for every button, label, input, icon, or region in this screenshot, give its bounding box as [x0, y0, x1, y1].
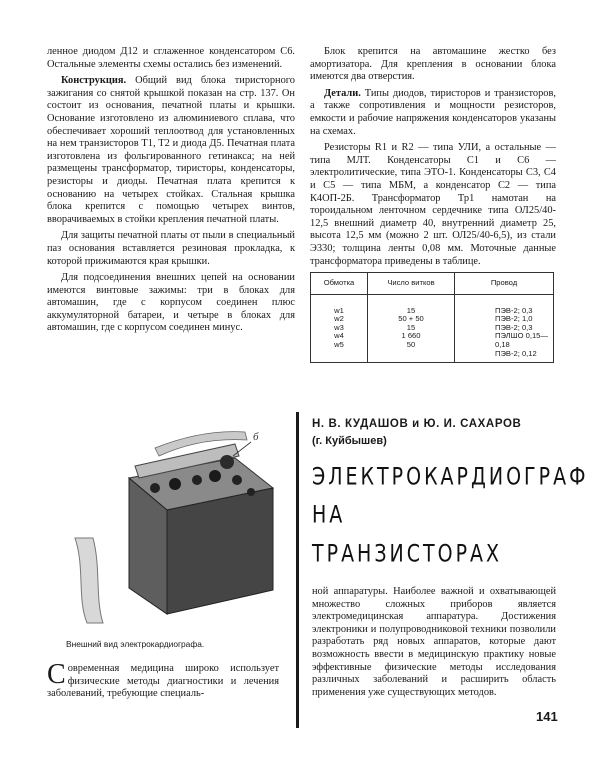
paragraph: Резисторы R1 и R2 — типа УЛИ, а остальные — типа МЛТ. Конденсаторы С1 и С6 — электролитические, типа ЭТО-1. Конденсаторы С3, С4 и С5 — типа МБМ, а конденсатор С2 — типа К4ОП-2Б. Трансформатор Тр1 намотан на тороидальном ленточном сердечнике типа ОЛ25/40-12,5 внешний диаметр 40, внутренний диаметр 25, высота 12,5 мм (можно 2 шт. ОЛ25/40-6,5), из стали Э330; толщина ленты 0,08 мм. Моточные данные трансформатора приведены в таблице.: [310, 142, 556, 267]
figure-label: б: [253, 431, 259, 443]
article-authors: Н. В. КУДАШОВ и Ю. И. САХАРОВ: [312, 418, 522, 430]
paragraph-text: Типы диодов, тиристоров и транзисторов, а также сопротивления и мощности резисторов, емкости и рабочие напряжения конденсаторов указаны на схемах.: [310, 87, 556, 137]
winding-data-table: [310, 272, 554, 363]
paragraph-text: овременная медицина широко использует физические методы диагностики и лечения заболеваний, требующие специаль-: [47, 663, 279, 700]
vertical-divider: [296, 412, 299, 728]
paragraph: ленное диодом Д12 и сглаженное конденсатором С6. Остальные элементы схемы остались без изменений.: [47, 46, 295, 70]
table-cell: w1 w2 w3 w4 w5: [311, 294, 368, 363]
left-column-top: [47, 46, 295, 339]
article-city: (г. Куйбышев): [312, 435, 387, 447]
paragraph: Для подсоединения внешних цепей на основании имеются винтовые зажимы: три в блоках для автомашин, где с корпусом соединен плюс аккумуляторной батареи, и четыре в блоках для автомашин, где с корпусом соединен минус.: [47, 272, 295, 334]
right-column-top: [310, 46, 556, 272]
article-intro-paragraph: [47, 659, 279, 701]
figure-caption: Внешний вид электрокардиографа.: [66, 639, 205, 649]
drop-cap: С: [47, 659, 66, 690]
left-column-bottom: [47, 659, 279, 705]
table-cell: 15 50 + 50 15 1 660 50: [368, 294, 455, 363]
paragraph: ной аппаратуры. Наиболее важной и охватывающей множество сложных приборов является электромедицинская аппаратура. Достижения электроники и полупроводниковой техники позволили разработать ряд новых аппаратов, которые дают возможность ввести в медицинскую практику новые эффективные физические методы исследования различных заболеваний и расширить область применения уже существующих методов.: [312, 586, 556, 698]
right-column-bottom: [312, 586, 556, 703]
paragraph-text: Общий вид блока тиристорного зажигания со снятой крышкой показан на стр. 137. Он состоит из основания, печатной платы и крышки. Основание изготовлено из алюминиевого сплава, что обеспечивает хороший теплоотвод для установленных на нем транзисторов Т1, Т2 и диода Д5. Печатная плата изготовлена из фольгированного гетинакса; на ней размещены трансформатор, тиристоры, конденсаторы, резисторы и диоды. Печатная плата крепится к основанию на четырех стойках. Стальная крышка блока крепится с помощью четырех винтов, вворачиваемых в стойки крепления печатной платы.: [47, 75, 295, 225]
paragraph-construction: [47, 75, 295, 226]
device-illustration: [55, 418, 281, 654]
article-title-line-1: ЭЛЕКТРОКАРДИОГРАФ: [312, 463, 589, 491]
table-row: [311, 294, 554, 363]
paragraph: Блок крепится на автомашине жестко без амортизатора. Для крепления в основании блока имеются два отверстия.: [310, 46, 556, 83]
electrocardiograph-photo: [55, 418, 281, 654]
run-in-heading: Конструкция.: [61, 75, 127, 87]
article-title-line-3: ТРАНЗИСТОРАХ: [312, 540, 503, 568]
table-header-cell: Число витков: [368, 273, 455, 295]
article-title-line-2: НА: [312, 501, 346, 529]
run-in-heading: Детали.: [324, 87, 361, 99]
table-cell: ПЭВ-2; 0,3 ПЭВ-2; 1,0 ПЭВ-2; 0,3 ПЭЛШО 0,15—0,18 ПЭВ-2; 0,12: [455, 294, 554, 363]
paragraph-details: [310, 88, 556, 138]
table-header-row: [311, 273, 554, 295]
paragraph: Для защиты печатной платы от пыли в специальный паз основания вставляется резиновая прокладка, к которой прижимаются края крышки.: [47, 230, 295, 267]
table-header-cell: Обмотка: [311, 273, 368, 295]
table-header-cell: Провод: [455, 273, 554, 295]
page-number: 141: [536, 709, 558, 724]
